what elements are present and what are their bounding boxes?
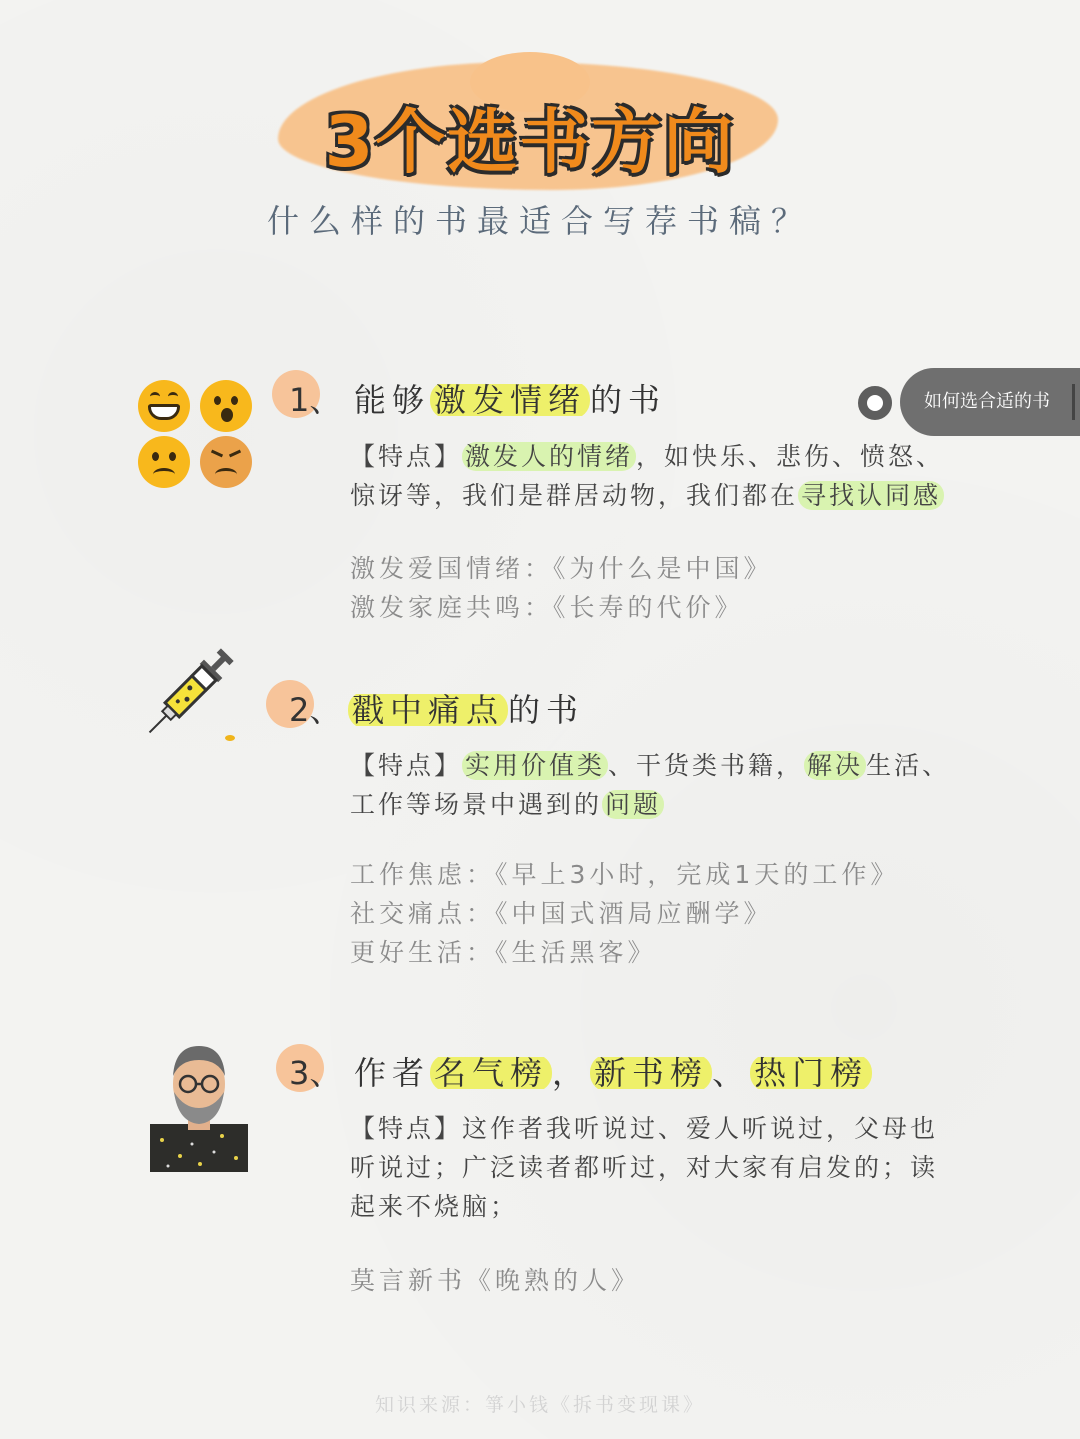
section-2-body-line-1: 【特点】 实用价值类 、干货类书籍， 解决 生活、 — [350, 751, 951, 780]
tag-record-icon[interactable] — [858, 386, 892, 420]
section-3-example-1: 莫言新书《晚熟的人》 — [350, 1266, 641, 1295]
angry-emoji-icon — [200, 436, 252, 488]
section-1-body-line-1: 【特点】 激发人的情绪 ，如快乐、悲伤、愤怒、 — [350, 442, 945, 471]
section-2-example-2: 社交痛点：《中国式酒局应酬学》 — [350, 899, 773, 928]
grin-emoji-icon — [138, 380, 190, 432]
section-1-example-2: 激发家庭共鸣：《长寿的代价》 — [350, 593, 744, 622]
source-footer: 知识来源：箏小钱《拆书变现课》 — [374, 1394, 705, 1416]
surprised-emoji-icon — [200, 380, 252, 432]
sad-emoji-icon — [138, 436, 190, 488]
section-3-body-line-3: 起来不烧脑； — [350, 1192, 519, 1221]
page-subtitle: 什么样的书最适合写荐书稿？ — [266, 202, 813, 240]
section-3-heading: 作者 名气榜 ， 新书榜 、 热门榜 — [354, 1048, 872, 1094]
section-3-number: 3、 — [289, 1054, 342, 1092]
section-2-heading: 戳中痛点 的书 — [348, 685, 584, 731]
section-1-heading: 能够 激发情绪 的书 — [354, 381, 667, 419]
section-1-body-line-2: 惊讶等，我们是群居动物，我们都在 寻找认同感 — [350, 476, 944, 512]
section-1-number: 1、 — [289, 381, 342, 419]
page-title: 3个选书方向 — [324, 101, 736, 183]
section-2-example-3: 更好生活：《生活黑客》 — [350, 938, 657, 967]
syringe-icon — [132, 640, 242, 750]
section-2-body-line-2: 工作等场景中遇到的 问题 — [350, 785, 664, 821]
author-avatar-icon — [148, 1040, 250, 1172]
section-3-body-line-2: 听说过；广泛读者都听过，对大家有启发的；读 — [350, 1153, 939, 1182]
section-2-example-1: 工作焦虑：《早上3小时，完成1天的工作》 — [350, 860, 900, 889]
section-2-number: 2、 — [289, 691, 342, 729]
topic-tag-chip[interactable]: 如何选合适的书 — [900, 368, 1080, 436]
section-3-body-line-1: 【特点】这作者我听说过、爱人听说过，父母也 — [350, 1114, 939, 1143]
tag-divider — [1072, 384, 1075, 420]
section-1-example-1: 激发爱国情绪：《为什么是中国》 — [350, 554, 773, 583]
